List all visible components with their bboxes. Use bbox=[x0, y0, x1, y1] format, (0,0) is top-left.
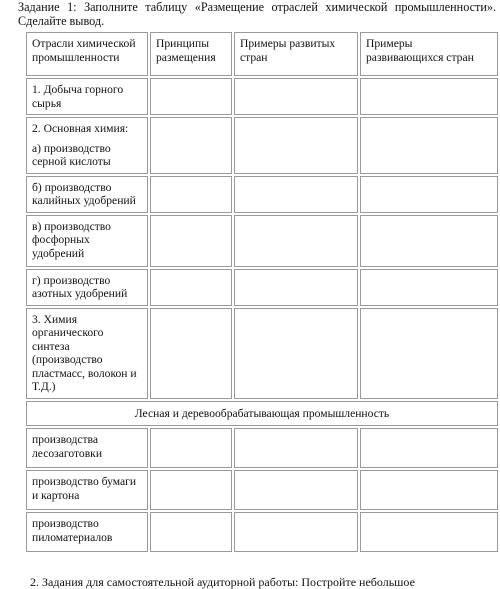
header-developed: Примеры развитых стран bbox=[234, 32, 358, 76]
task-instruction: Задание 1: Заполните таблицу «Размещение отраслей химической промышленности». Сделайте вывод. bbox=[18, 0, 496, 28]
empty-cell[interactable] bbox=[150, 117, 232, 174]
empty-cell[interactable] bbox=[234, 512, 358, 552]
table-row bbox=[26, 269, 498, 306]
section-title: Лесная и деревообрабатывающая промышленность bbox=[26, 401, 498, 427]
header-developing: Примеры развивающихся стран bbox=[360, 32, 498, 76]
row-label: в) производство фосфорных удобрений bbox=[26, 215, 148, 267]
row-label: 3. Химия органического синтеза (производство пластмасс, волокон и Т.Д.) bbox=[26, 308, 148, 399]
empty-cell[interactable] bbox=[150, 176, 232, 213]
empty-cell[interactable] bbox=[234, 269, 358, 306]
header-principles: Принципы размещения bbox=[150, 32, 232, 76]
empty-cell[interactable] bbox=[360, 470, 498, 510]
table-row bbox=[26, 308, 498, 399]
table-row bbox=[26, 512, 498, 552]
table-row bbox=[26, 470, 498, 510]
empty-cell[interactable] bbox=[234, 308, 358, 399]
empty-cell[interactable] bbox=[150, 78, 232, 115]
row-label: 2. Основная химия: bbox=[32, 122, 129, 135]
row-label: г) производство азотных удобрений bbox=[26, 269, 148, 306]
table-header-row bbox=[26, 32, 498, 76]
row-label: 1. Добыча горного сырья bbox=[26, 78, 148, 115]
empty-cell[interactable] bbox=[150, 428, 232, 468]
chemical-industry-table bbox=[24, 30, 500, 554]
row-label: производства лесозаготовки bbox=[26, 428, 148, 468]
empty-cell[interactable] bbox=[360, 512, 498, 552]
empty-cell[interactable] bbox=[360, 308, 498, 399]
empty-cell[interactable] bbox=[150, 470, 232, 510]
section-row bbox=[26, 401, 498, 427]
table-row bbox=[26, 78, 498, 115]
table-row bbox=[26, 117, 498, 174]
row-label: б) производство калийных удобрений bbox=[26, 176, 148, 213]
row-label-cell bbox=[26, 117, 148, 174]
empty-cell[interactable] bbox=[360, 269, 498, 306]
empty-cell[interactable] bbox=[234, 176, 358, 213]
empty-cell[interactable] bbox=[150, 308, 232, 399]
empty-cell[interactable] bbox=[360, 428, 498, 468]
empty-cell[interactable] bbox=[234, 470, 358, 510]
empty-cell[interactable] bbox=[150, 269, 232, 306]
row-label: производство пиломатериалов bbox=[26, 512, 148, 552]
empty-cell[interactable] bbox=[360, 215, 498, 267]
table-row bbox=[26, 215, 498, 267]
header-industries: Отрасли химической промышленности bbox=[26, 32, 148, 76]
empty-cell[interactable] bbox=[234, 215, 358, 267]
empty-cell[interactable] bbox=[360, 78, 498, 115]
empty-cell[interactable] bbox=[234, 428, 358, 468]
empty-cell[interactable] bbox=[360, 117, 498, 174]
empty-cell[interactable] bbox=[234, 117, 358, 174]
table-row bbox=[26, 428, 498, 468]
row-label: производство бумаги и картона bbox=[26, 470, 148, 510]
table-row bbox=[26, 176, 498, 213]
empty-cell[interactable] bbox=[150, 215, 232, 267]
row-sublabel: а) производство серной кислоты bbox=[32, 141, 111, 168]
next-task-text: 2. Задания для самостоятельной аудиторной работы: Постройте небольшое bbox=[30, 575, 415, 589]
empty-cell[interactable] bbox=[150, 512, 232, 552]
empty-cell[interactable] bbox=[234, 78, 358, 115]
empty-cell[interactable] bbox=[360, 176, 498, 213]
